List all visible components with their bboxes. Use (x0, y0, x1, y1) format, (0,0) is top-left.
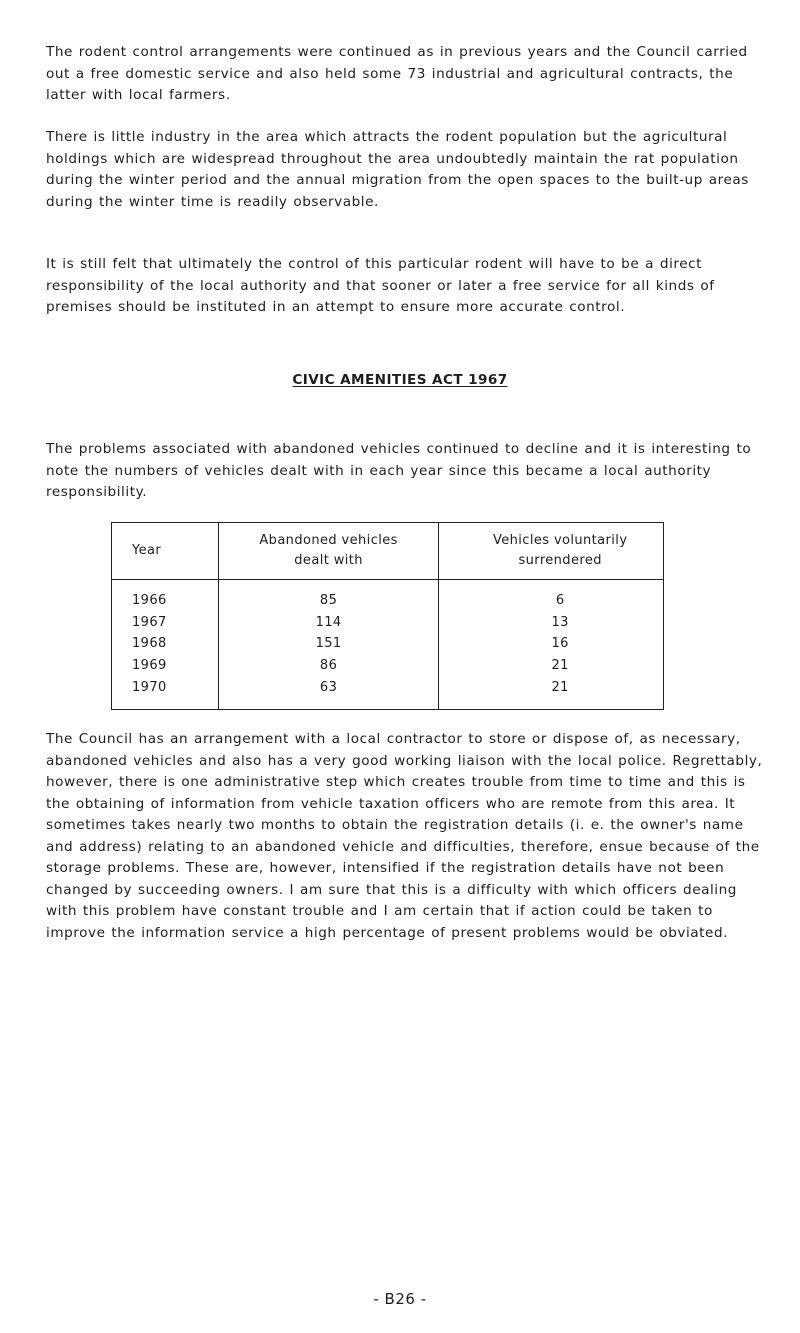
cell-year-value: 1970 (132, 679, 167, 695)
cell-year (112, 634, 219, 655)
paragraph-abandoned-vehicles-intro: The problems associated with abandoned vehicles continued to decline and it is interesting to note the numbers of vehicles dealt with in each year since this became a local authority responsibility. (46, 441, 752, 500)
cell-voluntary-value: 21 (551, 657, 569, 673)
cell-year (112, 580, 219, 613)
table-row (112, 655, 664, 676)
table-row (112, 612, 664, 633)
cell-abandoned: 151 (218, 634, 439, 655)
cell-voluntary (439, 655, 664, 676)
cell-year-value: 1967 (132, 615, 167, 630)
cell-year (112, 655, 219, 676)
table-row (112, 634, 664, 655)
cell-voluntary-value: 6 (555, 593, 565, 609)
cell-voluntary (439, 612, 664, 633)
table-header-row (112, 523, 664, 580)
cell-year-value: 1966 (132, 593, 167, 609)
cell-voluntary (439, 634, 664, 655)
header-abandoned-line1: Abandoned vehicles (259, 533, 398, 548)
cell-year (112, 677, 219, 710)
cell-voluntary-value: 13 (551, 615, 569, 630)
paragraph-rodent-arrangements: The rodent control arrangements were continued as in previous years and the Council carried out a free domestic service and also held some 73 industrial and agricultural contracts, the latter with local farmers. (46, 44, 748, 103)
cell-year-value: 1968 (132, 636, 167, 652)
table-row (112, 677, 664, 710)
cell-year-value: 1969 (132, 657, 167, 673)
cell-voluntary-value: 16 (551, 636, 569, 652)
table-row (112, 580, 664, 613)
header-year (112, 523, 219, 580)
paragraph-rodent-population: There is little industry in the area which attracts the rodent population but the agricultural holdings which are widespread throughout the area undoubtedly maintain the rat population during the winter period and the annual migration from the open spaces to the built-up areas during the winter time is readily observable. (46, 129, 749, 210)
header-voluntary (439, 523, 664, 580)
page-number: - B26 - (373, 1290, 427, 1308)
header-abandoned (218, 523, 439, 580)
vehicles-table-container (111, 522, 664, 710)
section-heading-civic-amenities: CIVIC AMENITIES ACT 1967 (292, 372, 508, 388)
abandoned-vehicles-table (111, 522, 664, 710)
header-abandoned-line2: dealt with (294, 553, 363, 568)
cell-voluntary (439, 580, 664, 613)
header-year-label: Year (132, 543, 162, 558)
paragraph-council-arrangement: The Council has an arrangement with a local contractor to store or dispose of, as necessary, abandoned vehicles and also has a very good working liaison with the local police. Regrettably, however, there is one administrative step which creates trouble from time to time and this is the obtaining of information from vehicle taxation officers who are remote from this area. It sometimes takes nearly two months to obtain the registration details (i. e. the owner's name and address) relating to an abandoned vehicle and difficulties, therefore, ensue because of the storage problems. These are, however, intensified if the registration details have not been changed by succeeding owners. I am sure that this is a difficulty with which officers dealing with this problem have constant trouble and I am certain that if action could be taken to improve the information service a high percentage of present problems would be obviated. (46, 731, 763, 941)
cell-voluntary-value: 21 (551, 679, 569, 695)
cell-abandoned: 63 (218, 677, 439, 710)
paragraph-rodent-responsibility: It is still felt that ultimately the control of this particular rodent will have to be a direct responsibility of the local authority and that sooner or later a free service for all kinds of premises should be instituted in an attempt to ensure more accurate control. (46, 256, 715, 315)
cell-abandoned: 85 (218, 580, 439, 613)
cell-abandoned: 114 (218, 612, 439, 633)
cell-abandoned: 86 (218, 655, 439, 676)
header-voluntary-line2: surrendered (518, 553, 602, 568)
header-voluntary-line1: Vehicles voluntarily (492, 533, 628, 548)
cell-voluntary (439, 677, 664, 710)
cell-year (112, 612, 219, 633)
